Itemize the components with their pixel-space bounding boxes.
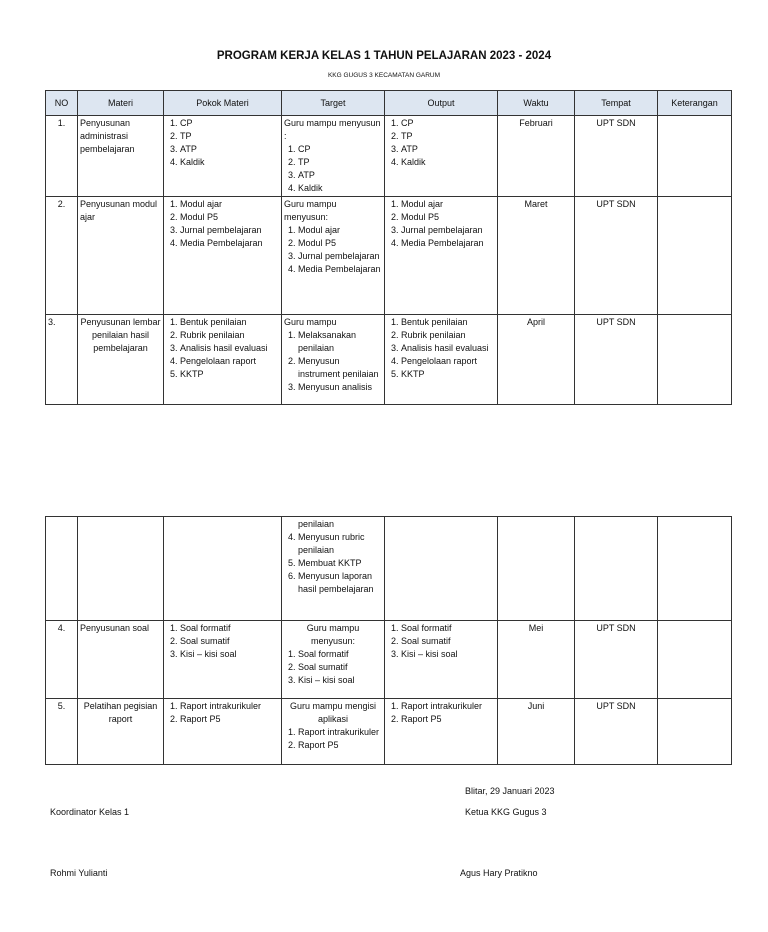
cell-waktu: Mei [498, 621, 575, 699]
list-item: 3. ATP [180, 143, 279, 156]
list-item: 1. CP [298, 143, 382, 156]
list-item: 2. Raport P5 [298, 739, 382, 752]
table-row [46, 315, 732, 405]
list-item: 3. ATP [298, 169, 382, 182]
list-item: 2. Soal sumatif [401, 635, 495, 648]
signature-left-name: Rohmi Yulianti [50, 868, 108, 878]
list-item: 4. Media Pembelajaran [298, 263, 382, 276]
list-item: 2. Soal sumatif [180, 635, 279, 648]
list-item: 4. Pengelolaan raport [180, 355, 279, 368]
header-output: Output [385, 91, 498, 116]
list-item: 4. Media Pembelajaran [180, 237, 279, 250]
cell-tempat [575, 517, 658, 621]
cell-output [385, 116, 498, 197]
cell-pokok-materi [164, 517, 282, 621]
cell-keterangan [658, 517, 732, 621]
list-item: 3. Kisi – kisi soal [298, 674, 382, 687]
target-list [284, 531, 382, 596]
target-list [284, 143, 382, 195]
list-item: 1. Soal formatif [180, 622, 279, 635]
list-item: 1. Modul ajar [298, 224, 382, 237]
cell-target [282, 197, 385, 315]
cell-target [282, 517, 385, 621]
list-item: 2. Raport P5 [180, 713, 279, 726]
cell-keterangan [658, 197, 732, 315]
cell-materi: Penyusunan soal [78, 621, 164, 699]
list-item: 1. Soal formatif [401, 622, 495, 635]
target-carry-text: penilaian [298, 519, 335, 529]
list-item: 1. Modul ajar [401, 198, 495, 211]
list-item: 5. Membuat KKTP [298, 557, 382, 570]
list-item: 2. Soal sumatif [298, 661, 382, 674]
list-item: 3. Jurnal pembelajaran [401, 224, 495, 237]
output-list [387, 316, 495, 381]
cell-keterangan [658, 699, 732, 765]
header-waktu: Waktu [498, 91, 575, 116]
table-row [46, 197, 732, 315]
list-item: 4. Kaldik [180, 156, 279, 169]
cell-output [385, 699, 498, 765]
list-item: 4. Media Pembelajaran [401, 237, 495, 250]
list-item: 2. Rubrik penilaian [401, 329, 495, 342]
list-item: 2. Menyusun instrument penilaian [298, 355, 382, 381]
cell-no [46, 517, 78, 621]
target-list [284, 726, 382, 752]
list-item: 3. Kisi – kisi soal [180, 648, 279, 661]
cell-materi: Penyusunan modul ajar [78, 197, 164, 315]
signature-place-date: Blitar, 29 Januari 2023 [465, 786, 555, 796]
list-item: 4. Kaldik [298, 182, 382, 195]
table-row [46, 116, 732, 197]
cell-no: 4. [46, 621, 78, 699]
cell-no: 3. [46, 315, 78, 405]
cell-materi: Penyusunan administrasi pembelajaran [78, 116, 164, 197]
target-list [284, 329, 382, 394]
cell-tempat: UPT SDN [575, 699, 658, 765]
cell-target [282, 699, 385, 765]
header-no: NO [46, 91, 78, 116]
cell-materi: Pelatihan pegisian raport [78, 699, 164, 765]
signature-right-role: Ketua KKG Gugus 3 [465, 807, 547, 817]
cell-waktu: April [498, 315, 575, 405]
pokok-list [166, 198, 279, 250]
pokok-list [166, 700, 279, 726]
target-intro: Guru mampu [284, 317, 337, 327]
list-item: 1. Raport intrakurikuler [298, 726, 382, 739]
cell-waktu: Juni [498, 699, 575, 765]
cell-output [385, 315, 498, 405]
cell-tempat: UPT SDN [575, 315, 658, 405]
cell-pokok-materi [164, 116, 282, 197]
cell-output [385, 197, 498, 315]
list-item: 5. KKTP [401, 368, 495, 381]
list-item: 1. Bentuk penilaian [180, 316, 279, 329]
cell-pokok-materi [164, 315, 282, 405]
list-item: 3. ATP [401, 143, 495, 156]
list-item: 2. Rubrik penilaian [180, 329, 279, 342]
document-title: PROGRAM KERJA KELAS 1 TAHUN PELAJARAN 2023 - 2024 [216, 50, 552, 62]
program-table [45, 90, 732, 405]
signature-left-role: Koordinator Kelas 1 [50, 807, 130, 817]
cell-keterangan [658, 621, 732, 699]
table-row [46, 699, 732, 765]
cell-tempat: UPT SDN [575, 621, 658, 699]
output-list [387, 198, 495, 250]
document-subtitle: KKG GUGUS 3 KECAMATAN GARUM [327, 72, 441, 79]
cell-output [385, 621, 498, 699]
pokok-list [166, 622, 279, 661]
list-item: 3. Analisis hasil evaluasi [401, 342, 495, 355]
cell-pokok-materi [164, 699, 282, 765]
list-item: 1. Raport intrakurikuler [401, 700, 495, 713]
cell-pokok-materi [164, 197, 282, 315]
list-item: 4. Kaldik [401, 156, 495, 169]
cell-keterangan [658, 116, 732, 197]
list-item: 4. Menyusun rubric penilaian [298, 531, 382, 557]
header-target: Target [282, 91, 385, 116]
target-intro: Guru mampu menyusun: [306, 623, 360, 646]
target-intro: Guru mampu menyusun: [284, 199, 337, 222]
cell-no: 5. [46, 699, 78, 765]
cell-tempat: UPT SDN [575, 116, 658, 197]
list-item: 1. Bentuk penilaian [401, 316, 495, 329]
pokok-list [166, 316, 279, 381]
list-item: 3. Menyusun analisis [298, 381, 382, 394]
signature-right-name: Agus Hary Pratikno [460, 868, 538, 878]
list-item: 2. Modul P5 [180, 211, 279, 224]
list-item: 6. Menyusun laporan hasil pembelajaran [298, 570, 382, 596]
table-header-row [46, 91, 732, 116]
target-list [284, 224, 382, 276]
list-item: 2. TP [401, 130, 495, 143]
list-item: 1. CP [401, 117, 495, 130]
list-item: 2. TP [298, 156, 382, 169]
target-intro: Guru mampu menyusun : [284, 118, 381, 141]
program-table-continued [45, 516, 732, 765]
table-row [46, 621, 732, 699]
target-intro: Guru mampu mengisi aplikasi [289, 701, 377, 724]
list-item: 2. TP [180, 130, 279, 143]
list-item: 3. Jurnal pembelajaran [180, 224, 279, 237]
list-item: 2. Modul P5 [298, 237, 382, 250]
list-item: 1. CP [180, 117, 279, 130]
list-item: 3. Analisis hasil evaluasi [180, 342, 279, 355]
cell-tempat: UPT SDN [575, 197, 658, 315]
header-tempat: Tempat [575, 91, 658, 116]
cell-materi [78, 517, 164, 621]
header-pokok-materi: Pokok Materi [164, 91, 282, 116]
output-list [387, 700, 495, 726]
list-item: 1. Modul ajar [180, 198, 279, 211]
list-item: 1. Melaksanakan penilaian [298, 329, 382, 355]
list-item: 4. Pengelolaan raport [401, 355, 495, 368]
output-list [387, 117, 495, 169]
table-row-continuation [46, 517, 732, 621]
list-item: 1. Soal formatif [298, 648, 382, 661]
cell-waktu: Maret [498, 197, 575, 315]
header-materi: Materi [78, 91, 164, 116]
cell-keterangan [658, 315, 732, 405]
list-item: 3. Kisi – kisi soal [401, 648, 495, 661]
target-list [284, 648, 382, 687]
list-item: 2. Modul P5 [401, 211, 495, 224]
list-item: 2. Raport P5 [401, 713, 495, 726]
cell-waktu: Februari [498, 116, 575, 197]
pokok-list [166, 117, 279, 169]
output-list [387, 622, 495, 661]
header-keterangan: Keterangan [658, 91, 732, 116]
cell-target [282, 116, 385, 197]
cell-output [385, 517, 498, 621]
cell-target [282, 621, 385, 699]
cell-no: 2. [46, 197, 78, 315]
cell-target [282, 315, 385, 405]
list-item: 1. Raport intrakurikuler [180, 700, 279, 713]
cell-waktu [498, 517, 575, 621]
cell-no: 1. [46, 116, 78, 197]
list-item: 3. Jurnal pembelajaran [298, 250, 382, 263]
cell-materi: Penyusunan lembar penilaian hasil pembelajaran [78, 315, 164, 405]
cell-pokok-materi [164, 621, 282, 699]
list-item: 5. KKTP [180, 368, 279, 381]
